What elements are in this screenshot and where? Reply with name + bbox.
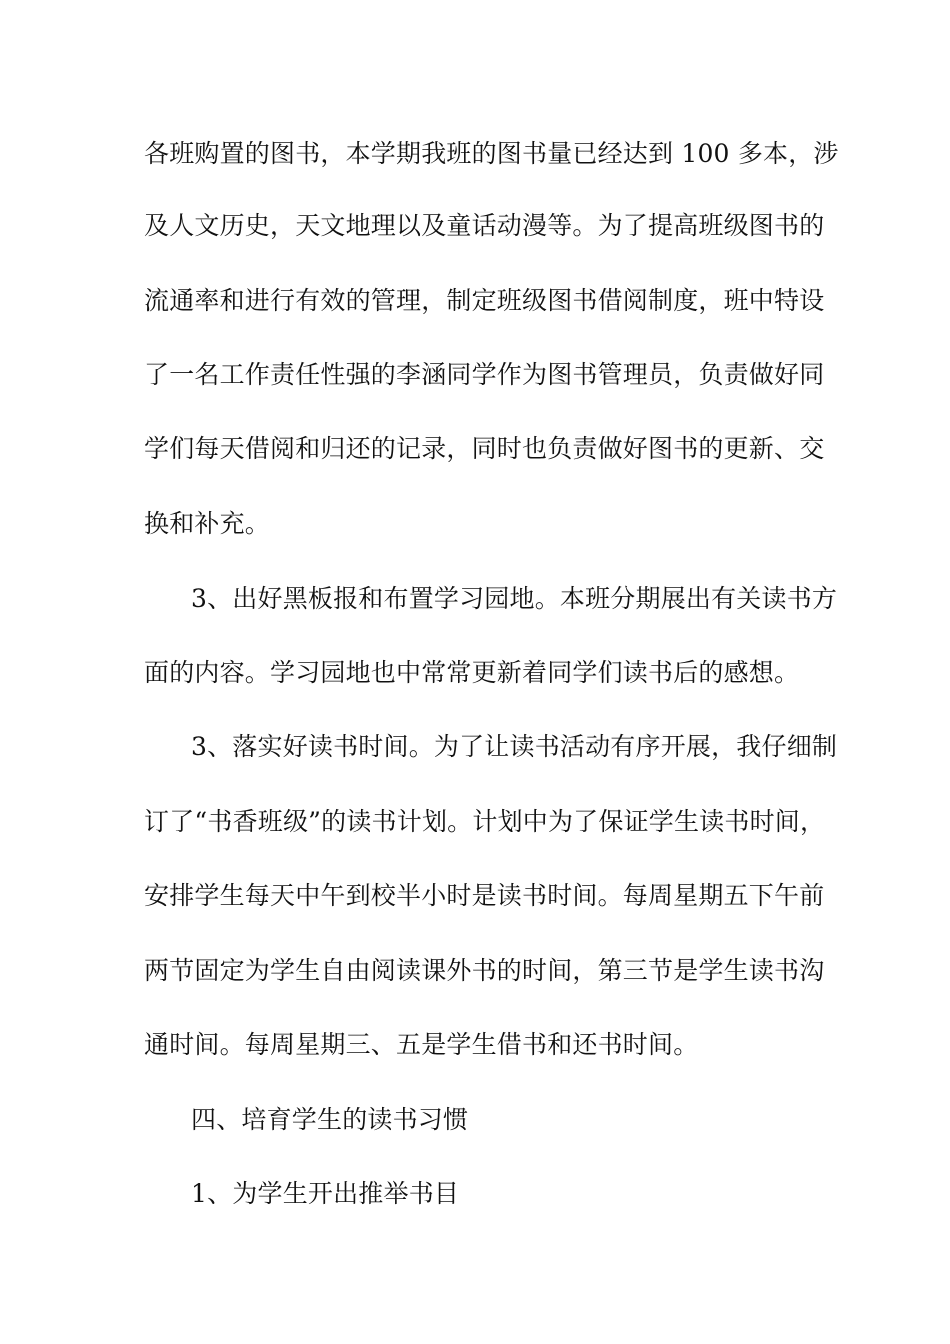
text-line: 3、落实好读书时间。为了让读书活动有序开展，我仔细制 xyxy=(191,732,838,761)
text-line: 各班购置的图书，本学期我班的图书量已经达到 100 多本，涉 xyxy=(144,139,839,168)
text-line: 及人文历史，天文地理以及童话动漫等。为了提高班级图书的 xyxy=(144,211,825,240)
text-line: 订了“书香班级”的读书计划。计划中为了保证学生读书时间， xyxy=(144,807,826,836)
text-line: 了一名工作责任性强的李涵同学作为图书管理员，负责做好同 xyxy=(144,360,825,389)
section-heading: 四、培育学生的读书习惯 xyxy=(191,1105,469,1134)
text-line: 换和补充。 xyxy=(144,509,271,538)
subsection-heading: 1、为学生开出推举书目 xyxy=(191,1179,460,1208)
text-line: 通时间。每周星期三、五是学生借书和还书时间。 xyxy=(144,1030,699,1059)
text-line: 3、出好黑板报和布置学习园地。本班分期展出有关读书方 xyxy=(191,584,838,613)
text-line: 两节固定为学生自由阅读课外书的时间，第三节是学生读书沟 xyxy=(144,956,825,985)
text-line: 安排学生每天中午到校半小时是读书时间。每周星期五下午前 xyxy=(144,881,825,910)
text-line: 面的内容。学习园地也中常常更新着同学们读书后的感想。 xyxy=(144,658,800,687)
text-line: 流通率和进行有效的管理，制定班级图书借阅制度，班中特设 xyxy=(144,286,825,315)
text-line: 学们每天借阅和归还的记录，同时也负责做好图书的更新、交 xyxy=(144,434,825,463)
